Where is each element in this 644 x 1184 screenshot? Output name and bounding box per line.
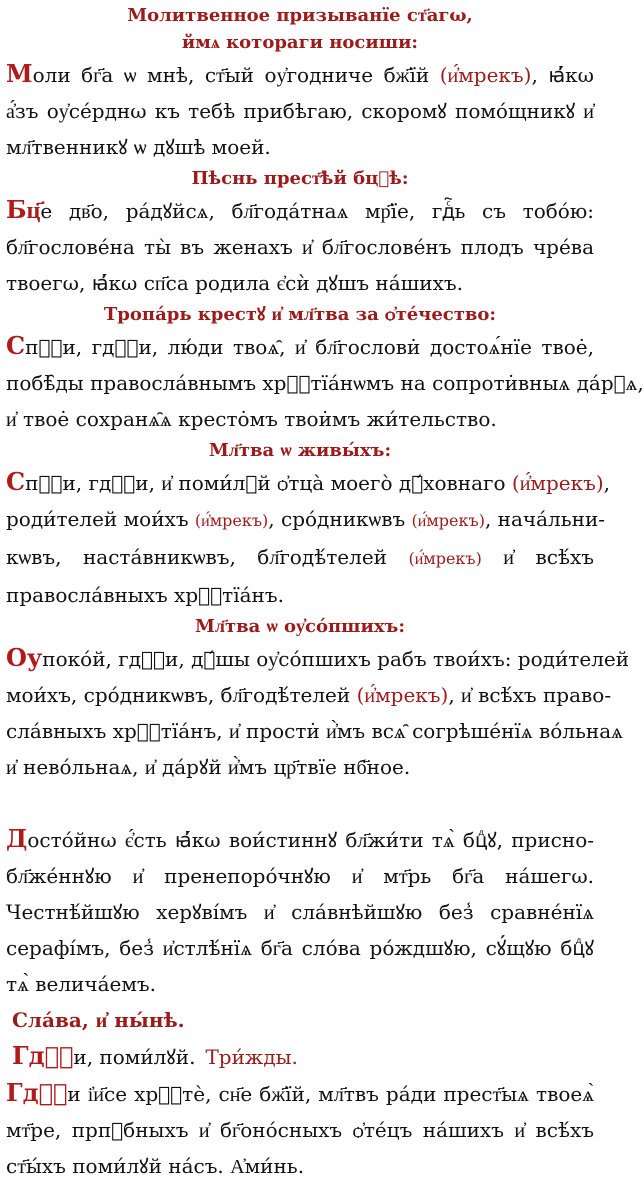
prayer-text: роди́телей мои́хъ [6,507,195,531]
text-line [6,265,594,301]
prayer-text: , сро́дникѡвъ [268,507,412,531]
prayer-text: Честнѣ́йшꙋю херꙋві́мъ и҆ сла́внѣйшꙋю без̾ сравне́нїѧ [6,900,594,924]
prayer-text: и҆ твое̇ сохранѧ̑ѧ кресто̇мъ твои̇мъ жи́тельство. [6,407,497,431]
prayer-text: е дв҃о, ра́дꙋйсѧ, бл҃года́тнаѧ мр҃їе, гдⷭ҇ь съ тобо́ю: [40,199,594,223]
drop-initial: С [6,467,26,496]
text-line [6,858,594,894]
prayer-text: серафі́мъ, без̾ и҆стлѣ́нїѧ бг҃а сло́ва ро́ждшꙋю, сꙋ́щꙋю бцⷣꙋ [6,936,594,960]
section-heading: Пѣснь прест҃ѣй бцⷣѣ: [191,168,409,189]
prayer-text: бл҃же́ннꙋю и҆ пренепоро́чнꙋю и҆ мт҃рь бг҃а на́шегω. [6,864,594,888]
thrice-rubric: Три́жды. [205,1045,298,1069]
section-heading: Тропа́рь крестꙋ и҆ мл҃тва за ѻ҆те́чество: [103,304,497,325]
prayer-text: , [603,471,610,495]
drop-initial: Гдⷭ҇ [12,1041,74,1070]
drop-initial: Бц҃ [6,195,41,224]
prayer-text: и҆ нево́льнаѧ, и҆ да́рꙋй и҆̀мъ цр҃твїе нб҃ное. [6,755,411,779]
prayer-text: и, поми́лꙋй. [73,1045,196,1069]
prayer-text: оли бг҃а ѡ мнѣ, ст҃ый оу҆годниче бж҃їй [32,63,440,87]
prayer-text: бл҃гослове́на ты̀ въ женахъ и҆ бл҃гослове́нъ плодъ чре́ва [6,235,594,259]
section-gap [6,785,594,821]
prayer-text: твоегω, ꙗ҆́кω сп҃са родила є҆сѝ дꙋшъ на́шихъ. [6,271,463,295]
drop-initial: Д [6,824,28,853]
commemoration-name-marker: (и҆́мрекъ) [439,63,532,87]
text-line [6,577,594,613]
prayer-text: пⷭ҇и, гдⷭ҇и, лю́ди твоѧ̑, и҆ бл҃гослови̇ достоѧ́нїе твое̇, [25,335,594,359]
prayer-text: мт҃ре, прпⷣбныхъ и҆ бг҃оно́сныхъ ѻ҆те́цъ на́шихъ и҆ всѣ́хъ [6,1118,594,1142]
prayer-text: тѧ̀ велича́емъ. [6,972,156,996]
text-line [6,821,594,858]
prayer-text: и҆ всѣ́хъ [481,545,594,569]
text-line [6,1148,594,1184]
commemoration-name-marker: (и҆́мрекъ) [511,471,604,495]
slava-line [6,1002,594,1038]
text-line [6,464,610,501]
text-line [6,640,630,677]
prayer-text: мои́хъ, сро́дникѡвъ, бл҃годѣ́телей [6,683,357,707]
section-heading: Молитвенное призыванїе ст҃агω, [127,5,473,26]
text-line [6,365,644,401]
text-line [6,328,594,365]
prayer-paragraph [6,464,610,613]
prayer-text: а҆́зъ оу҆се́рднω къ тебѣ прибѣгаю, скоромꙋ помо́щникꙋ и҆ [6,99,594,123]
section-heading: Мл҃тва ѡ оу҆со́пшихъ: [194,616,406,637]
text-line [6,966,594,1002]
closing-block [6,1002,594,1184]
text-line [6,401,594,437]
text-line [6,677,612,713]
slava-text: Сла́ва, и҆ ны́нѣ. [12,1008,185,1032]
prayer-text: и і҆и҃се хрⷭ҇тѐ, сн҃е бж҃їй, мл҃твъ ра́ди прест҃ыѧ твоеѧ̀ [67,1082,594,1106]
drop-initial: М [6,59,33,88]
prayer-text: , нача́льни- [484,507,606,531]
prayer-text: , ꙗ҆́кω [531,63,594,87]
prayer-text: осто́йнω є҆́сть ꙗ҆́кω вои́стиннꙋ бл҃жи́ти тѧ̀ бцⷣꙋ, присно- [27,828,594,852]
text-line [6,894,594,930]
text-line [6,93,594,129]
text-line [6,56,594,93]
prayer-text: побѣ̑ды правосла́внымъ хрⷭ҇тїа́нѡмъ на сопроти̇вныѧ да́рꙋѧ, [6,371,644,395]
section-heading: Мл҃тва ѡ живы́хъ: [208,440,392,461]
prayer-text: правосла́вныхъ хрⷭ҇тїа́нъ. [6,583,284,607]
text-line [6,713,623,749]
prayer-paragraph [6,56,594,165]
prayer-text: сла́вныхъ хрⷭ҇тїа́нъ, и҆ прости̇ и҆̀мъ всѧ̑ согрѣше́нїѧ во́льнаѧ [6,719,623,743]
drop-initial: С [6,331,26,360]
prayer-paragraph [6,821,594,1002]
prayer-text: , и҆ всѣ́хъ право- [448,683,612,707]
prayer-paragraph [6,640,630,785]
drop-initial: Гдⷭ҇ [6,1078,68,1107]
commemoration-name-marker: (и҆́мрекъ) [408,549,482,568]
text-line [6,229,594,265]
commemoration-name-marker: (и҆́мрекъ) [411,511,485,530]
prayer-text: кѡвъ, наста́вникѡвъ, бл҃годѣ́телей [6,545,409,569]
drop-initial: Оу [6,643,43,672]
text-line [6,749,594,785]
section-heading: ймѧ котораги носиши: [181,32,419,53]
text-line [6,129,594,165]
prayer-paragraph [6,192,594,301]
text-line [6,539,594,577]
text-line [6,930,594,966]
commemoration-name-marker: (и҆́мрекъ) [194,511,269,530]
text-line [6,192,594,229]
prayer-text: поко́й, гдⷭ҇и, дꙋ́шы оу҆со́пшихъ рабъ твои́хъ: роди́телей [42,647,630,671]
prayer-text: пⷭ҇и, гдⷭ҇и, и҆ поми́лꙋй ѻ҆тца̀ моего̀ дꙋ́ховнаго [25,471,512,495]
gospodi-line [6,1038,594,1075]
text-line [6,1112,594,1148]
prayer-paragraph [6,328,644,437]
text-line [6,1075,594,1112]
commemoration-name-marker: (и҆́мрекъ) [356,683,449,707]
prayer-text: мл҃твенникꙋ ѡ дꙋшѣ моей. [6,135,271,159]
text-line [6,501,606,539]
prayer-text: ст҃ы́хъ поми́лꙋй на́съ. А҆ми́нь. [6,1154,305,1178]
